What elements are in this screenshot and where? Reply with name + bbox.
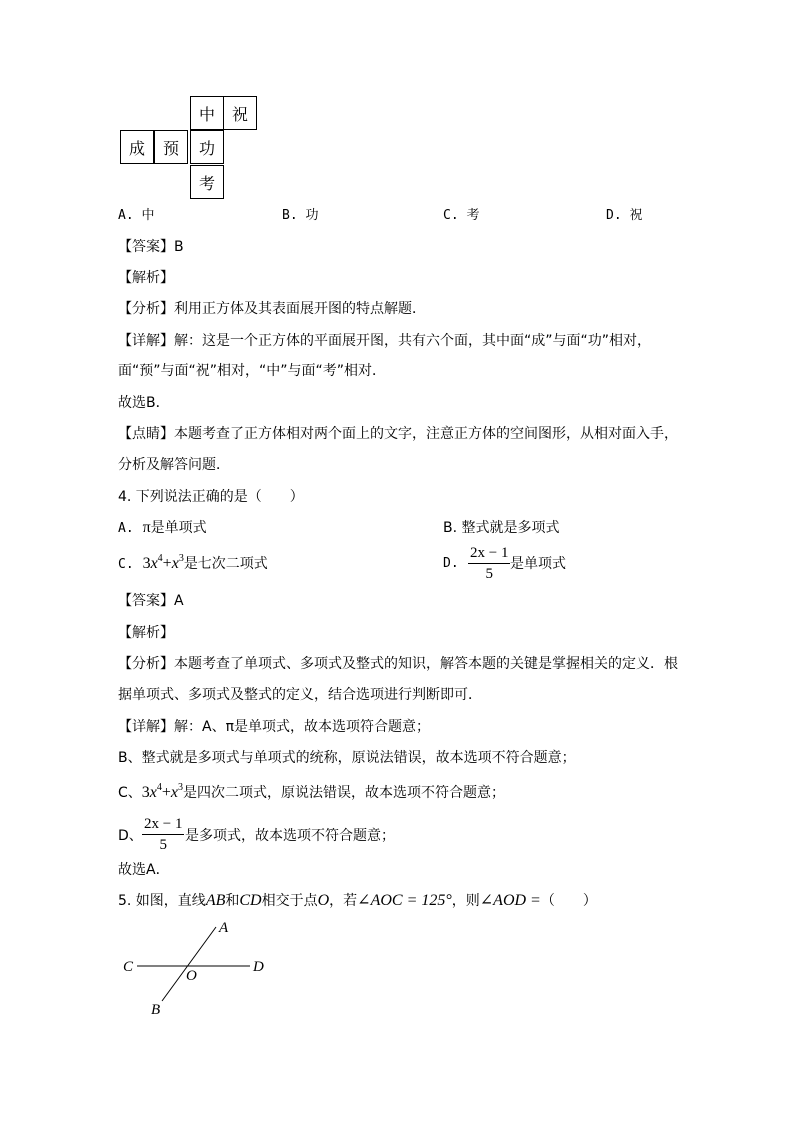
poly-coef: 3 [142, 555, 151, 572]
q4-detail-d-text: 是多项式，故本选项不符合题意； [185, 828, 395, 844]
q4-option-a-text: 是单项式 [150, 520, 207, 536]
q4-option-c-text: 是七次二项式 [183, 556, 268, 572]
poly-plus: + [162, 555, 172, 572]
detail-poly-var-x2: x [170, 784, 179, 801]
q5-he: 和 [225, 893, 240, 909]
q5-line-cd: CD [239, 892, 262, 909]
q4-detail-d-fraction [142, 816, 184, 854]
q4-option-d-label: D. [443, 556, 459, 571]
net-cell-gong: 功 [190, 130, 224, 164]
detail-poly-plus: + [161, 784, 171, 801]
q4-option-c-label: C. [118, 557, 134, 572]
poly-var-x2: x [171, 555, 179, 572]
q4-fenxi-line2: 据单项式、多项式及整式的定义，结合选项进行判断即可． [118, 687, 482, 703]
q4-detail-b: B、整式就是多项式与单项式的统称，原说法错误，故本选项不符合题意； [118, 750, 576, 766]
poly-exp-3: 3 [178, 553, 184, 564]
detail-fraction-denominator: 5 [159, 837, 167, 853]
label-c: C [123, 959, 134, 975]
q4-detail-c-label: C、 [118, 785, 142, 801]
label-a: A [219, 920, 229, 936]
q4-option-a [118, 518, 207, 539]
q3-jiexi: 【解析】 [118, 270, 174, 286]
q5-mid: 相交于点 [261, 893, 318, 909]
q3-guxuan: 故选B． [118, 395, 170, 411]
q3-option-b: B. 功 [282, 208, 319, 223]
q4-option-d-text: 是单项式 [510, 556, 566, 572]
q4-option-b: B. 整式就是多项式 [443, 520, 560, 536]
detail-poly-var-x: x [149, 784, 157, 801]
q3-xiangjie-line2: 面“预”与面“祝”相对，“中”与面“考”相对． [118, 363, 387, 379]
q5-angle-aoc: ∠AOC = 125° [357, 892, 452, 909]
detail-poly-exp-3: 3 [178, 782, 184, 793]
detail-poly-exp-4: 4 [156, 782, 162, 793]
q3-dianjing-line1: 【点睛】本题考查了正方体相对两个面上的文字，注意正方体的空间图形，从相对面入手， [118, 426, 678, 442]
q4-answer: 【答案】A [118, 593, 184, 609]
q4-detail-c-text: 是四次二项式，原说法错误，故本选项不符合题意； [183, 785, 506, 801]
q5-angle-aod: ∠AOD = [479, 892, 541, 909]
intersecting-lines-figure [115, 915, 275, 1025]
q4-stem: 4. 下列说法正确的是（ ） [118, 489, 304, 505]
q5-comma2: ，则 [451, 893, 480, 909]
q5-line-ab: AB [205, 892, 226, 909]
q4-guxuan: 故选A． [118, 862, 170, 878]
net-cell-cheng: 成 [120, 130, 154, 164]
q5-paren: （ ） [540, 893, 597, 909]
fraction-numerator: 2x − 1 [468, 545, 510, 564]
detail-poly-coef: 3 [141, 784, 150, 801]
q5-comma: ，若 [329, 893, 358, 909]
label-d: D [253, 959, 264, 975]
fraction-denominator: 5 [485, 566, 493, 582]
q4-option-c [118, 554, 268, 575]
q4-option-a-label: A. [118, 521, 134, 536]
q4-fenxi-line1: 【分析】本题考查了单项式、多项式及整式的知识，解答本题的关键是掌握相关的定义．根 [118, 656, 678, 672]
net-cell-zhong: 中 [190, 96, 224, 130]
q4-detail-c [118, 783, 505, 803]
q5-point-o: O [317, 892, 330, 909]
net-cell-yu: 预 [154, 130, 188, 164]
q3-xiangjie-line1: 【详解】解：这是一个正方体的平面展开图，共有六个面，其中面“成”与面“功”相对， [118, 333, 652, 349]
q3-option-a: A. 中 [118, 208, 155, 223]
q3-option-d: D. 祝 [606, 208, 643, 223]
pi-symbol: π [142, 519, 151, 536]
q3-answer: 【答案】B [118, 239, 184, 255]
q4-detail-a: 【详解】解：A、π是单项式，故本选项符合题意； [118, 719, 431, 735]
q4-jiexi: 【解析】 [118, 625, 174, 641]
net-cell-zhu: 祝 [223, 96, 257, 130]
q4-detail-d-label: D、 [118, 828, 143, 844]
detail-fraction-numerator: 2x − 1 [142, 816, 184, 835]
label-o: O [186, 968, 197, 984]
poly-exp-4: 4 [157, 553, 163, 564]
line-ab [162, 927, 216, 1001]
q3-dianjing-line2: 分析及解答问题． [118, 457, 230, 473]
q5-stem [118, 891, 597, 911]
q5-stem-prefix: 5. 如图，直线 [118, 893, 206, 909]
q3-option-c: C. 考 [443, 208, 480, 223]
label-b: B [151, 1002, 161, 1018]
q3-fenxi: 【分析】利用正方体及其表面展开图的特点解题． [118, 301, 426, 317]
poly-var-x: x [150, 555, 158, 572]
q4-option-d-fraction [468, 545, 510, 583]
net-cell-kao: 考 [190, 165, 224, 199]
